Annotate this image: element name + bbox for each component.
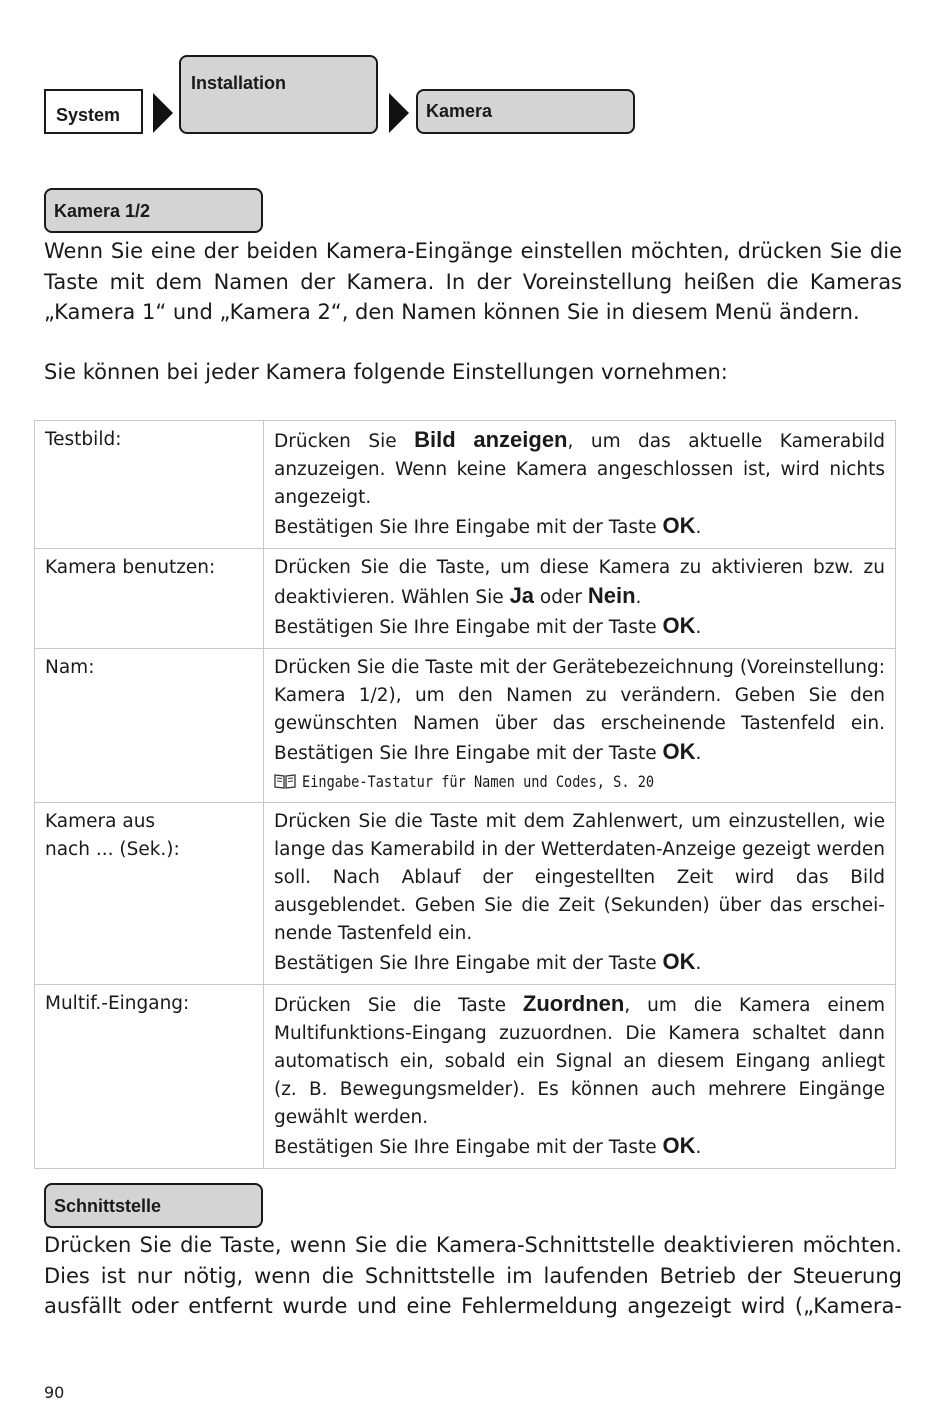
desc-line: Drücken Sie Bild anzeigen, um das aktuelle Kamerabild bbox=[274, 427, 886, 452]
button-name: Bild anzeigen bbox=[414, 427, 568, 452]
ok-key: OK bbox=[662, 613, 696, 638]
reference-text: Eingabe-Tastatur für Namen und Codes, S. 20 bbox=[302, 772, 655, 791]
row-description bbox=[264, 803, 896, 985]
breadcrumb-installation bbox=[179, 55, 378, 134]
desc-line: anzuzeigen. Wenn keine Kamera angeschlossen ist, wird nichts bbox=[274, 459, 885, 480]
table-row bbox=[35, 649, 896, 803]
ok-key: OK bbox=[662, 739, 696, 764]
desc-line: ausgeblendet. Geben Sie die Zeit (Sekunden) über das erschei- bbox=[274, 895, 885, 916]
breadcrumb-camera-label: Kamera bbox=[426, 101, 493, 121]
intro-line: Wenn Sie eine der beiden Kamera-Eingänge einstellen möchten, drücken Sie die bbox=[44, 239, 902, 263]
desc-line: Drücken Sie die Taste mit der Gerätebezeichnung (Voreinstellung: bbox=[274, 657, 885, 678]
row-description bbox=[264, 649, 896, 803]
lead-line: Sie können bei jeder Kamera folgende Einstellungen vornehmen: bbox=[44, 360, 728, 384]
row-label: Kamera benutzen: bbox=[35, 549, 264, 649]
intro-paragraph bbox=[44, 236, 902, 328]
button-name: Zuordnen bbox=[522, 991, 625, 1016]
row-description bbox=[264, 549, 896, 649]
section-heading-camera-label: Kamera 1/2 bbox=[54, 201, 151, 221]
interface-line: Drücken Sie die Taste, wenn Sie die Kamera-Schnittstelle deaktivieren möchten. bbox=[44, 1233, 902, 1257]
ok-key: OK bbox=[662, 949, 696, 974]
ok-key: OK bbox=[662, 1133, 696, 1158]
desc-line: deaktivieren. Wählen Sie Ja oder Nein. bbox=[274, 583, 642, 608]
breadcrumb-installation-label: Installation bbox=[191, 73, 287, 93]
arrow-right-icon bbox=[153, 93, 173, 133]
table-row bbox=[35, 549, 896, 649]
section-heading-interface-label: Schnittstelle bbox=[54, 1196, 162, 1216]
book-icon bbox=[274, 773, 296, 789]
option-no: Nein bbox=[587, 583, 636, 608]
table-row bbox=[35, 803, 896, 985]
breadcrumb-system-label: System bbox=[56, 105, 121, 125]
interface-line: Dies ist nur nötig, wenn die Schnittstelle im laufenden Betrieb der Steuerung bbox=[44, 1263, 902, 1288]
breadcrumb-camera bbox=[416, 89, 635, 134]
desc-line: Multifunktions-Eingang zuzuordnen. Die Kamera schaltet dann bbox=[274, 1023, 885, 1044]
row-label: Multif.-Eingang: bbox=[35, 985, 264, 1169]
confirm-line: Bestätigen Sie Ihre Eingabe mit der Taste OK. bbox=[274, 613, 702, 638]
desc-line: automatisch ein, sobald ein Signal an diesem Eingang anliegt bbox=[274, 1051, 885, 1072]
table-row bbox=[35, 985, 896, 1169]
desc-line: angezeigt. bbox=[274, 487, 372, 508]
settings-table bbox=[34, 420, 896, 1169]
row-description bbox=[264, 985, 896, 1169]
ok-key: OK bbox=[662, 513, 696, 538]
confirm-line: Bestätigen Sie Ihre Eingabe mit der Taste OK. bbox=[274, 949, 702, 974]
desc-line: Drücken Sie die Taste Zuordnen, um die Kamera einem bbox=[274, 991, 885, 1016]
interface-paragraph bbox=[44, 1230, 902, 1322]
breadcrumb-system bbox=[44, 89, 143, 134]
desc-line: soll. Nach Ablauf der eingestellten Zeit wird das Bild bbox=[274, 867, 885, 888]
confirm-line: Bestätigen Sie Ihre Eingabe mit der Taste OK. bbox=[274, 513, 702, 538]
row-label: Testbild: bbox=[35, 421, 264, 549]
desc-line: nende Tastenfeld ein. bbox=[274, 923, 473, 944]
desc-line: (z. B. Bewegungsmelder). Es können auch mehrere Eingänge bbox=[274, 1079, 885, 1100]
desc-line: gewünschten Namen über das erscheinende Tastenfeld ein. bbox=[274, 713, 885, 734]
section-heading-interface bbox=[44, 1183, 263, 1228]
arrow-right-icon bbox=[389, 93, 409, 133]
desc-line: Drücken Sie die Taste mit dem Zahlenwert, um einzustellen, wie bbox=[274, 811, 885, 832]
intro-line: „Kamera 1“ und „Kamera 2“, den Namen können Sie in diesem Menü ändern. bbox=[44, 300, 860, 324]
confirm-line: Bestätigen Sie Ihre Eingabe mit der Taste OK. bbox=[274, 739, 702, 764]
desc-line: lange das Kamerabild in der Wetterdaten-Anzeige gezeigt werden bbox=[274, 839, 885, 860]
desc-line: gewählt werden. bbox=[274, 1107, 429, 1128]
intro-line: Taste mit dem Namen der Kamera. In der Voreinstellung heißen die Kameras bbox=[44, 269, 902, 294]
desc-line: Drücken Sie die Taste, um diese Kamera zu aktivieren bzw. zu bbox=[274, 557, 885, 578]
page-number: 90 bbox=[44, 1383, 65, 1402]
section-heading-camera bbox=[44, 188, 263, 233]
confirm-line: Bestätigen Sie Ihre Eingabe mit der Taste OK. bbox=[274, 1133, 702, 1158]
option-yes: Ja bbox=[509, 583, 535, 608]
row-description bbox=[264, 421, 896, 549]
reference-line bbox=[274, 768, 885, 796]
row-label: Kamera aus nach ... (Sek.): bbox=[35, 803, 264, 985]
interface-line: ausfällt oder entfernt wurde und eine Fehlermeldung angezeigt wird („Kamera- bbox=[44, 1294, 902, 1318]
desc-line: Kamera 1/2), um den Namen zu verändern. Geben Sie den bbox=[274, 685, 885, 706]
table-row bbox=[35, 421, 896, 549]
row-label: Nam: bbox=[35, 649, 264, 803]
lead-paragraph bbox=[44, 357, 902, 388]
